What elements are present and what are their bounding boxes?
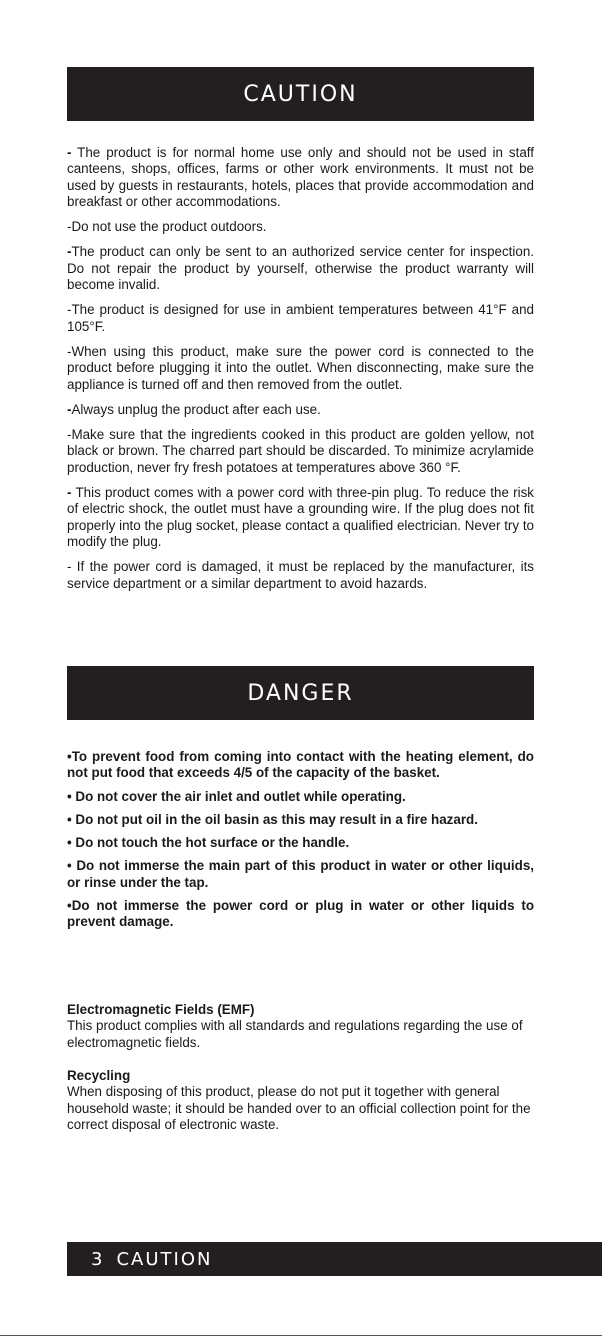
caution-item: - This product comes with a power cord with three-pin plug. To reduce the risk of electric shock, the outlet must have a grounding wire. If the plug does not fit properly into the plug socket, please contact a qualified electrician. Never try to modify the plug. bbox=[67, 485, 534, 549]
caution-item: -The product can only be sent to an authorized service center for inspection. Do not repair the product by yourself, otherwise the product warranty will become invalid. bbox=[67, 244, 534, 293]
emf-heading: Electromagnetic Fields (EMF) bbox=[67, 1002, 255, 1017]
caution-item: -Make sure that the ingredients cooked in this product are golden yellow, not black or brown. The charred part should be discarded. To minimize acrylamide production, never fry fresh potatoes at temperatures above 360 °F. bbox=[67, 427, 534, 475]
danger-item: • Do not put oil in the oil basin as this may result in a fire hazard. bbox=[67, 811, 478, 827]
danger-list bbox=[67, 749, 534, 938]
caution-item: -When using this product, make sure the power cord is connected to the product before plugging it into the outlet. When disconnecting, make sure the appliance is turned off and then removed from the outlet. bbox=[67, 343, 534, 392]
emf-body: This product complies with all standards and regulations regarding the use of electromagnetic fields. bbox=[67, 1018, 523, 1050]
emf-section bbox=[67, 1002, 534, 1051]
caution-list bbox=[67, 145, 534, 601]
danger-title: DANGER bbox=[247, 680, 354, 706]
danger-item: •Do not immerse the power cord or plug in water or other liquids to prevent damage. bbox=[67, 898, 534, 930]
footer-label: CAUTION bbox=[116, 1248, 213, 1270]
page-number: 3 bbox=[91, 1248, 105, 1270]
danger-item: • Do not cover the air inlet and outlet while operating. bbox=[67, 788, 406, 804]
caution-item: -Always unplug the product after each use. bbox=[67, 401, 321, 417]
danger-item: • Do not touch the hot surface or the handle. bbox=[67, 835, 350, 851]
caution-title: CAUTION bbox=[243, 81, 358, 107]
recycling-body: When disposing of this product, please do not put it together with general household waste; it should be handed over to an official collection point for the correct disposal of electronic waste. bbox=[67, 1084, 531, 1132]
caution-item: -The product is designed for use in ambient temperatures between 41°F and 105°F. bbox=[67, 302, 534, 334]
recycling-section bbox=[67, 1068, 534, 1133]
caution-item: -Do not use the product outdoors. bbox=[67, 219, 267, 235]
danger-banner bbox=[67, 666, 534, 720]
page-footer bbox=[67, 1242, 602, 1276]
danger-item: •To prevent food from coming into contact with the heating element, do not put food that exceeds 4/5 of the capacity of the basket. bbox=[67, 749, 534, 781]
danger-item: • Do not immerse the main part of this product in water or other liquids, or rinse under the tap. bbox=[67, 858, 534, 890]
page-edge-divider bbox=[0, 1335, 602, 1336]
caution-item: - The product is for normal home use only and should not be used in staff canteens, shops, offices, farms or other work environments. It must not be used by guests in restaurants, hotels, places that provide accommodation and breakfast or other accommodations. bbox=[67, 145, 534, 209]
caution-item: - If the power cord is damaged, it must be replaced by the manufacturer, its service department or a similar department to avoid hazards. bbox=[67, 559, 534, 591]
caution-banner bbox=[67, 67, 534, 121]
recycling-heading: Recycling bbox=[67, 1068, 131, 1083]
